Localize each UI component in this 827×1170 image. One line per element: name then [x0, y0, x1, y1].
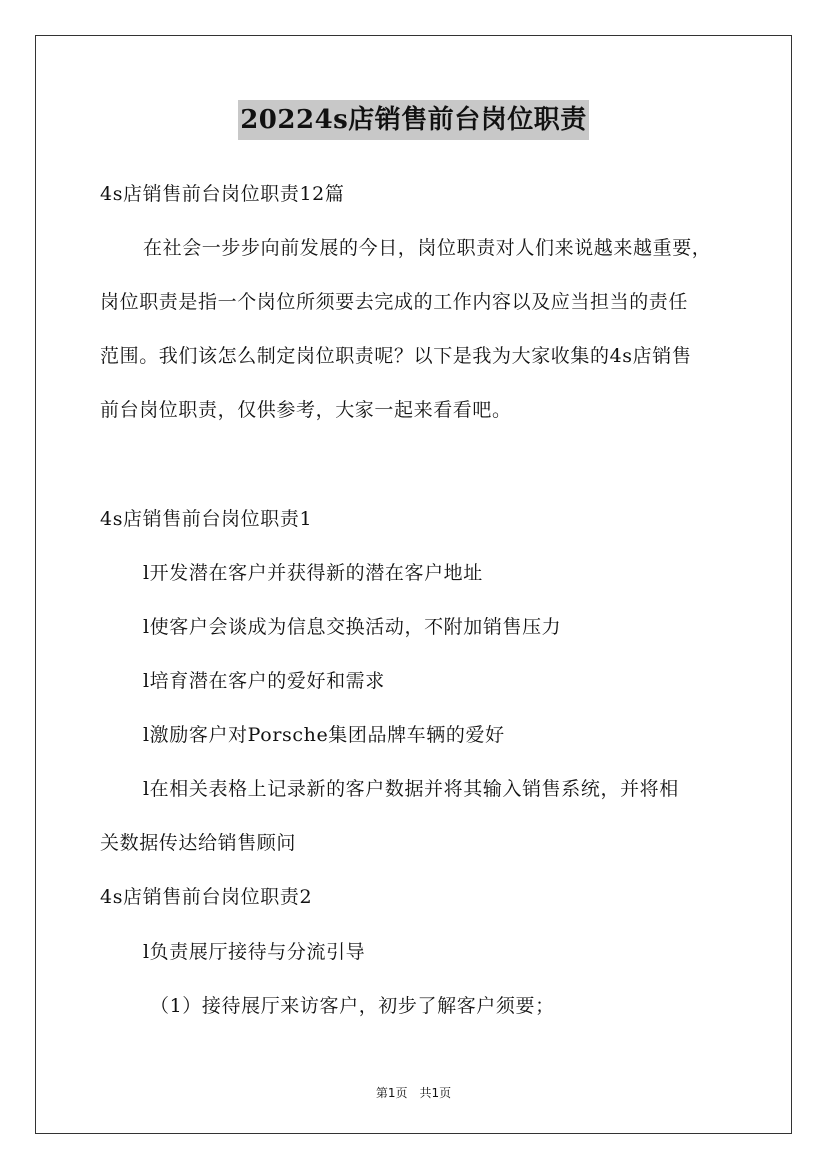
page-number: 第1页	[375, 1086, 408, 1100]
intro-line-2: 岗位职责是指一个岗位所须要去完成的工作内容以及应当担当的责任	[100, 291, 689, 313]
intro-line-1: 在社会一步步向前发展的今日，岗位职责对人们来说越来越重要，	[143, 237, 712, 259]
page-footer	[0, 1085, 827, 1101]
list-item: l使客户会谈成为信息交换活动，不附加销售压力	[143, 616, 562, 638]
list-item: l负责展厅接待与分流引导	[143, 941, 366, 963]
list-item: （1）接待展厅来访客户，初步了解客户须要；	[150, 995, 555, 1017]
list-item-continuation: 关数据传达给销售顾问	[100, 832, 297, 854]
page-total: 共1页	[419, 1086, 452, 1100]
list-item: l在相关表格上记录新的客户数据并将其输入销售系统，并将相	[143, 778, 679, 800]
document-title: 20224s店销售前台岗位职责	[238, 100, 589, 140]
list-item: l开发潜在客户并获得新的潜在客户地址	[143, 562, 483, 584]
intro-line-4: 前台岗位职责，仅供参考，大家一起来看看吧。	[100, 399, 512, 421]
list-item: l培育潜在客户的爱好和需求	[143, 670, 385, 692]
section-heading-1: 4s店销售前台岗位职责1	[100, 508, 313, 530]
list-item: l激励客户对Porsche集团品牌车辆的爱好	[143, 724, 505, 746]
intro-line-3: 范围。我们该怎么制定岗位职责呢？以下是我为大家收集的4s店销售	[100, 345, 692, 367]
subtitle-line: 4s店销售前台岗位职责12篇	[100, 183, 345, 205]
title-container	[0, 100, 827, 140]
section-heading-2: 4s店销售前台岗位职责2	[100, 886, 313, 908]
